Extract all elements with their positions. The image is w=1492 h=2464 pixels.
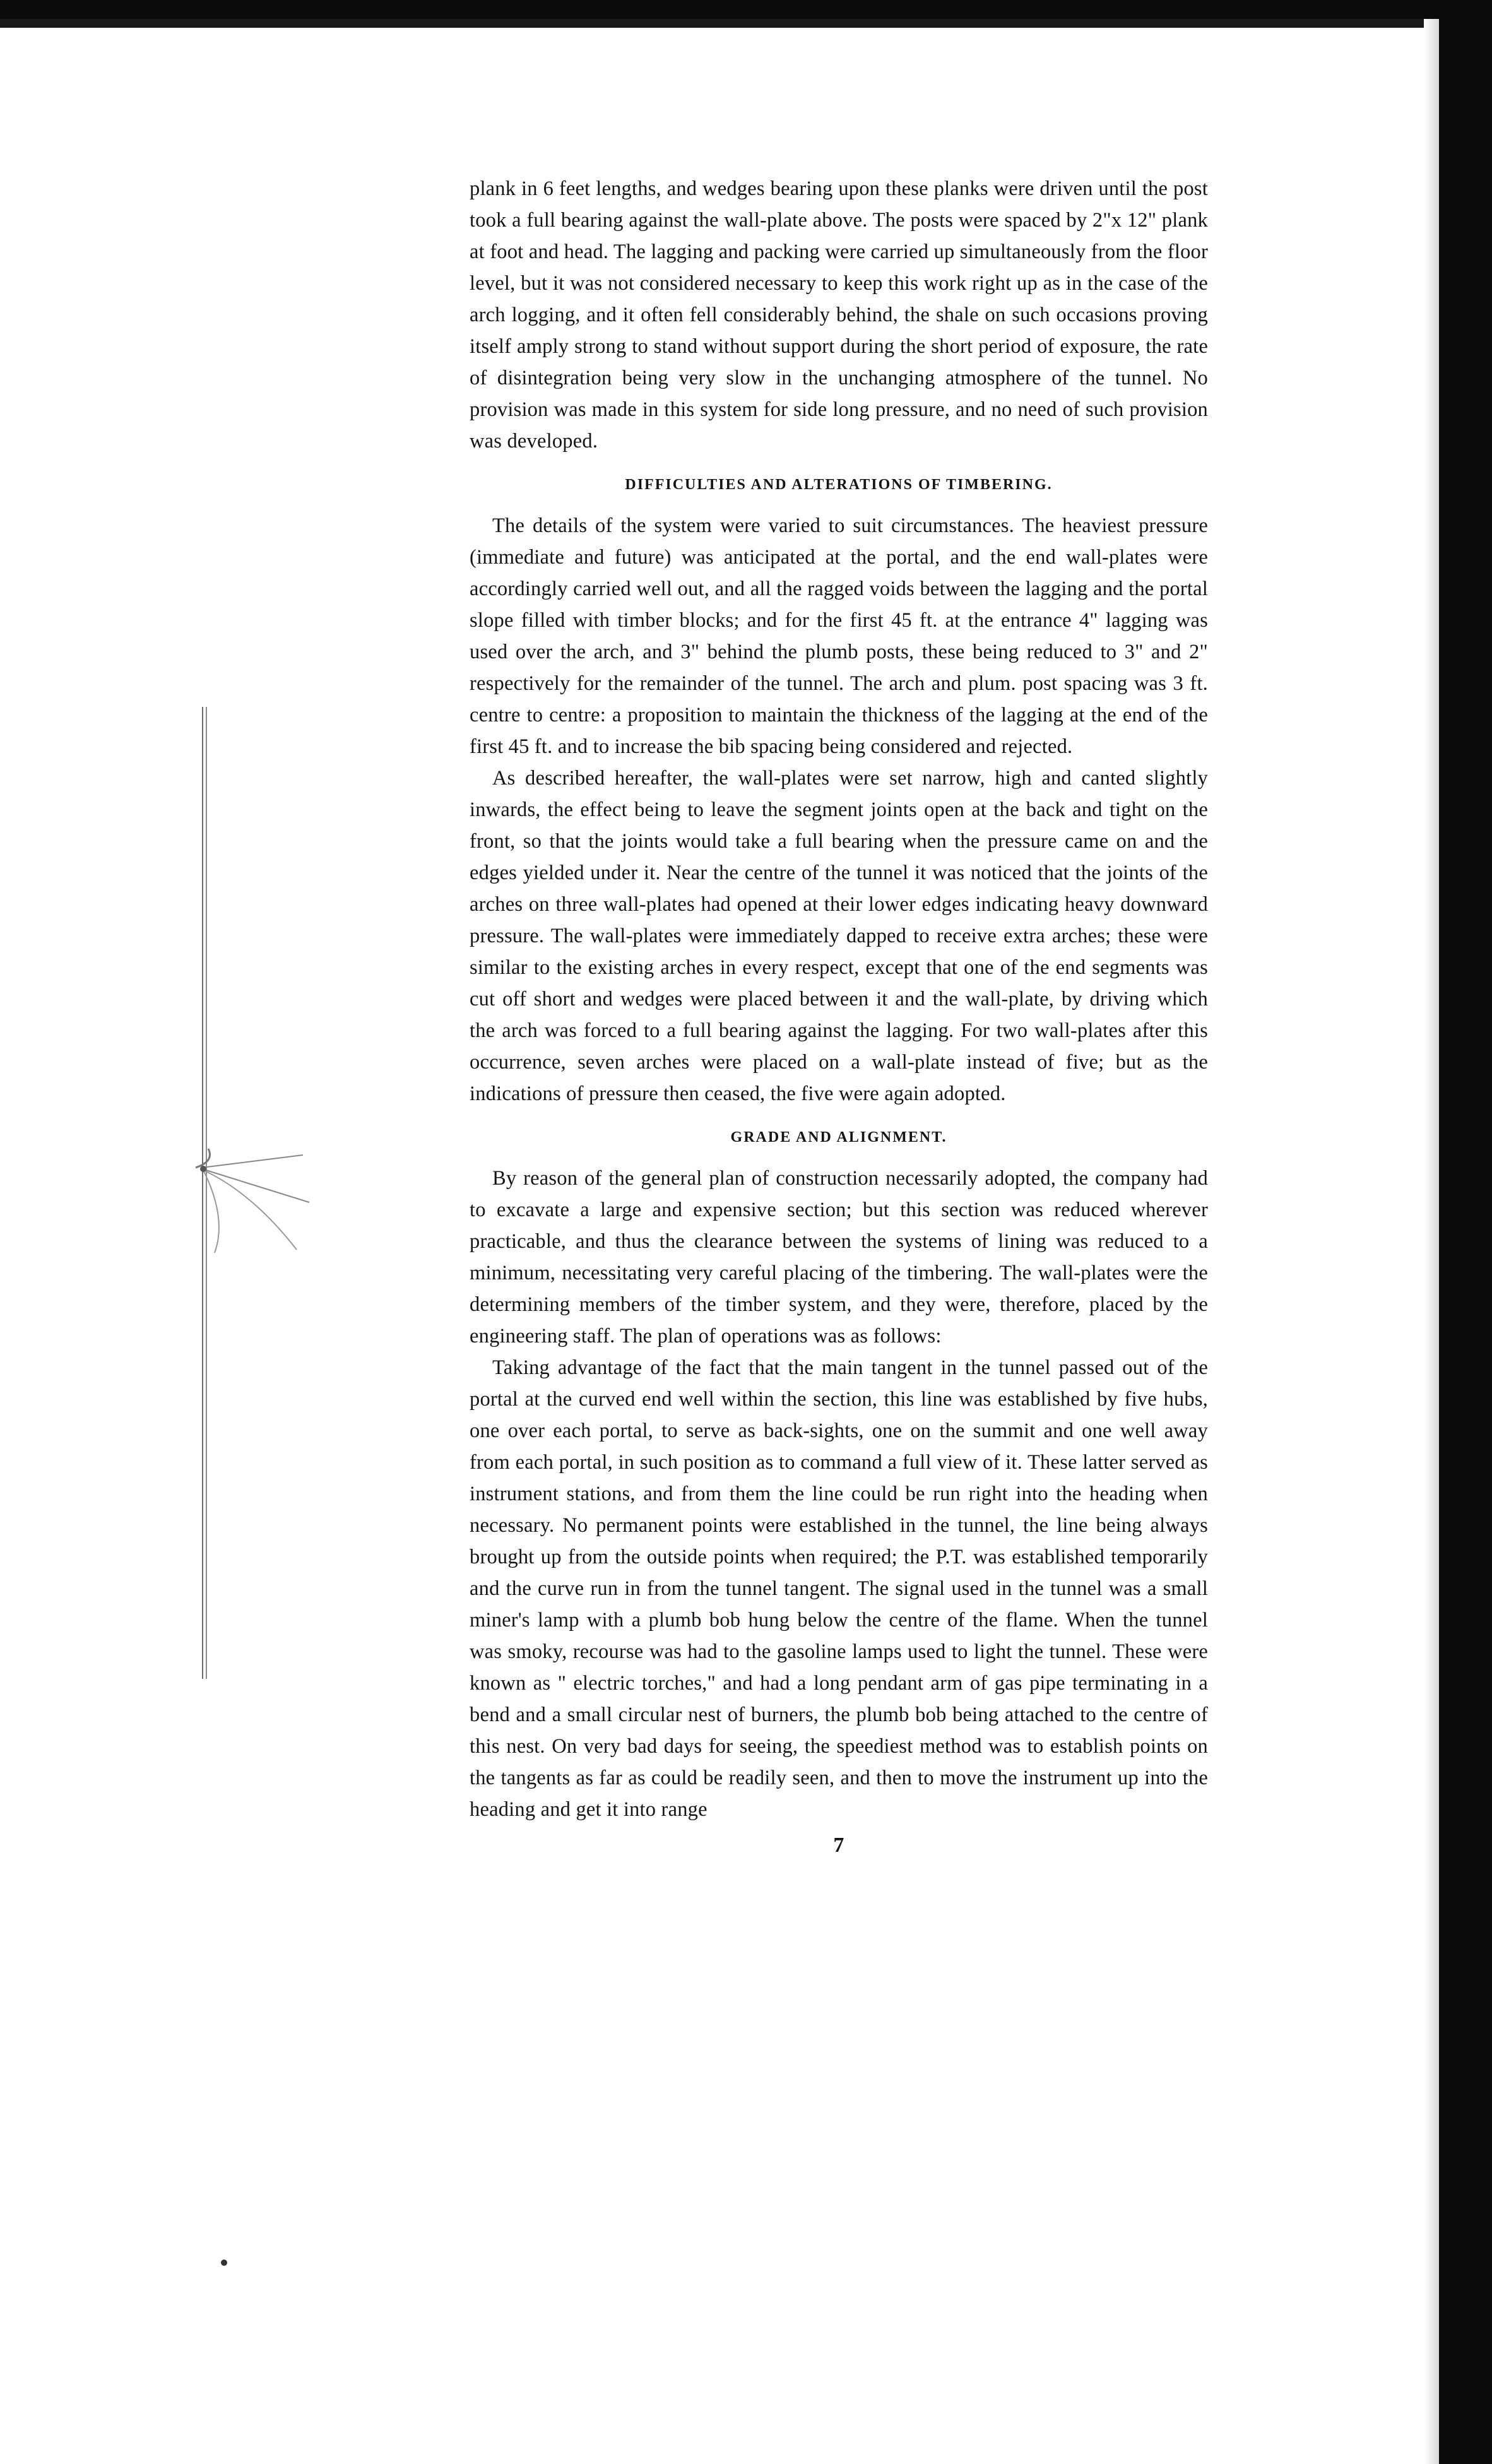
scan-top-border bbox=[0, 19, 1439, 28]
paragraph-wall-plates: As described hereafter, the wall-plates were set narrow, high and canted slightly inwards, the effect being to leave the segment joints open at the back and tight on the front, so that the joints would take a full bearing when the pressure came on and the edges yielded under it. Near the centre of the tunnel it was noticed that the joints of the arches on three wall-plates had opened at their lower edges indicating heavy downward pressure. The wall-plates were immediately dapped to receive extra arches; these were similar to the existing arches in every respect, except that one of the end segments was cut off short and wedges were placed between it and the wall-plate, by driving which the arch was forced to a full bearing against the lagging. For two wall-plates after this occurrence, seven arches were placed on a wall-plate instead of five; but as the indications of pressure then ceased, the five were again adopted. bbox=[470, 767, 1208, 1105]
body-text-column bbox=[470, 173, 1208, 1859]
page-number: 7 bbox=[833, 1833, 844, 1857]
paragraph-timbering-posts: plank in 6 feet lengths, and wedges bearing upon these planks were driven until the post took a full bearing against the wall-plate above. The posts were spaced by 2"x 12" plank at foot and head. The lagging and packing were carried up simultaneously from the floor level, but it was not considered necessary to keep this work right up as in the case of the arch logging, and it often fell considerably behind, the shale on such occasions proving itself amply strong to stand without support during the short period of exposure, the rate of disintegration being very slow in the unchanging atmosphere of the tunnel. No provision was made in this system for side long pressure, and no need of such provision was developed. bbox=[470, 177, 1208, 453]
section-heading-grade-alignment: GRADE AND ALIGNMENT. bbox=[730, 1129, 947, 1146]
page-edge-shadow bbox=[1424, 19, 1439, 2464]
paragraph-system-details: The details of the system were varied to suit circumstances. The heaviest pressure (immediate and future) was anticipated at the portal, and the end wall-plates were accordingly carried well out, and all the ragged voids between the lagging and the portal slope filled with timber blocks; and for the first 45 ft. at the entrance 4" lagging was used over the arch, and 3" behind the plumb posts, these being reduced to 3" and 2" respectively for the remainder of the tunnel. The arch and plum. post spacing was 3 ft. centre to centre: a proposition to maintain the thickness of the lagging at the end of the first 45 ft. and to increase the bib spacing being considered and rejected. bbox=[470, 514, 1208, 758]
binding-knot-icon bbox=[189, 1142, 316, 1256]
section-heading-difficulties: DIFFICULTIES AND ALTERATIONS OF TIMBERING. bbox=[625, 477, 1053, 493]
paragraph-construction-plan: By reason of the general plan of construction necessarily adopted, the company had to excavate a large and expensive section; but this section was reduced wherever practicable, and thus the clearance between the systems of lining was reduced to a minimum, necessitating very careful placing of the timbering. The wall-plates were the determining members of the timber system, and they were, therefore, placed by the engineering staff. The plan of operations was as follows: bbox=[470, 1167, 1208, 1348]
scanned-page bbox=[0, 19, 1439, 2464]
page-speck bbox=[221, 2260, 227, 2266]
paragraph-main-tangent: Taking advantage of the fact that the main tangent in the tunnel passed out of the portal at the curved end well within the section, this line was established by five hubs, one over each portal, to serve as back-sights, one on the summit and one well away from each portal, in such position as to command a full view of it. These latter served as instrument stations, and from them the line could be run right into the heading when necessary. No permanent points were established in the tunnel, the line being always brought up from the outside points when required; the P.T. was established temporarily and the curve run in from the tunnel tangent. The signal used in the tunnel was a small miner's lamp with a plumb bob hung below the centre of the flame. When the tunnel was smoky, recourse was had to the gasoline lamps used to light the tunnel. These were known as " electric torches," and had a long pendant arm of gas pipe terminating in a bend and a small circular nest of burners, the plumb bob being attached to the centre of this nest. On very bad days for seeing, the speediest method was to establish points on the tangents as far as could be readily seen, and then to move the instrument up into the heading and get it into range bbox=[470, 1356, 1208, 1821]
